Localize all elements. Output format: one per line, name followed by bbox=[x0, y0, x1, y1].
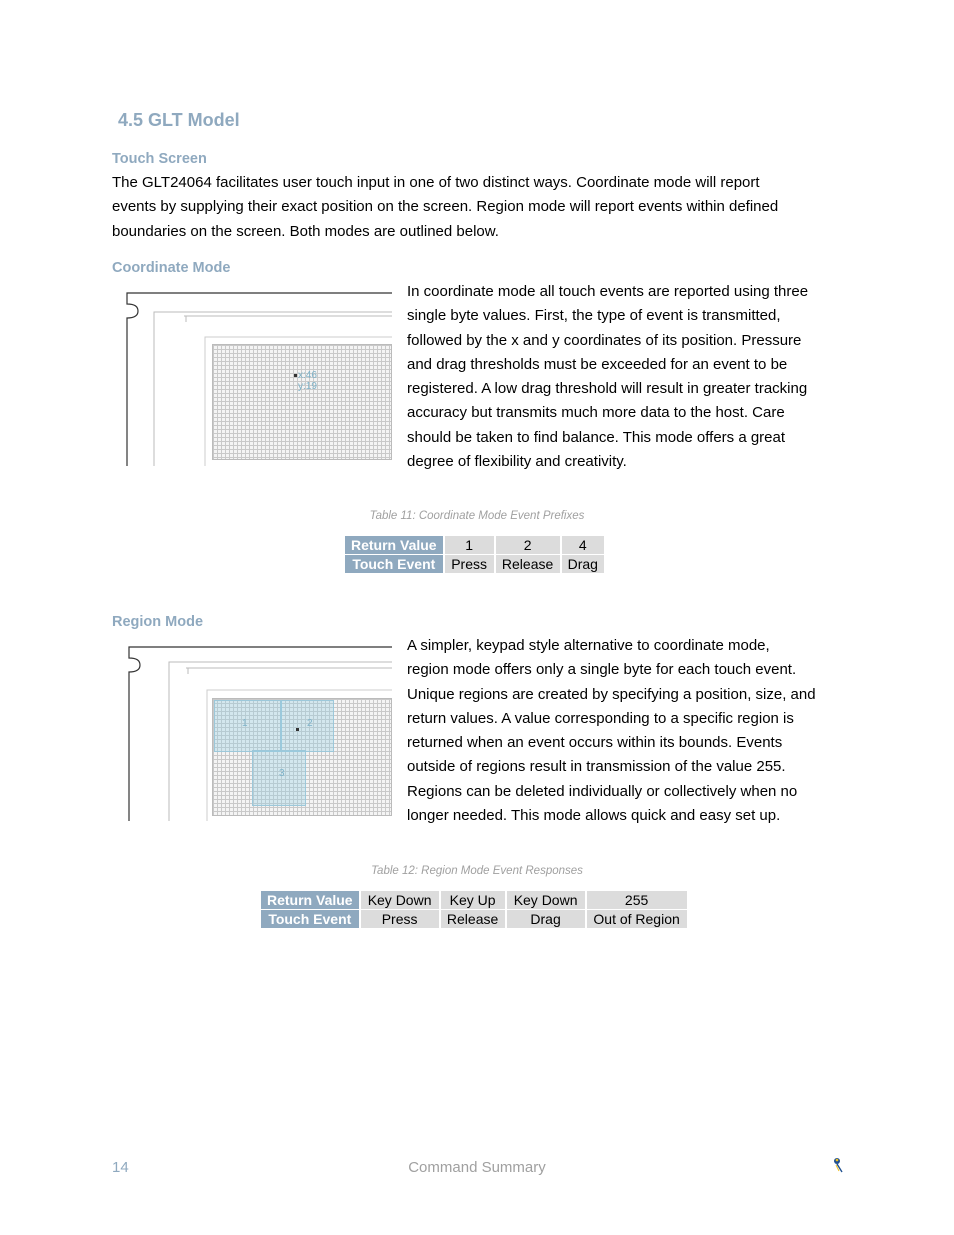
paragraph-line: Regions can be deleted individually or collectively when no bbox=[407, 782, 798, 800]
table-row-header: Return Value bbox=[345, 536, 443, 554]
x-coordinate-label: x:46 bbox=[298, 370, 317, 381]
paragraph-line: boundaries on the screen. Both modes are outlined below. bbox=[112, 222, 499, 240]
table-cell: Drag bbox=[507, 910, 585, 928]
coordinate-mode-paragraph bbox=[407, 280, 847, 474]
paragraph-line: followed by the x and y coordinates of its position. Pressure bbox=[407, 331, 802, 349]
paragraph-line: degree of flexibility and creativity. bbox=[407, 453, 627, 471]
paragraph-line: returned when an event occurs within its bounds. Events bbox=[407, 734, 783, 752]
table-cell: 4 bbox=[562, 536, 604, 554]
paragraph-line: In coordinate mode all touch events are reported using three bbox=[407, 283, 809, 300]
coordinate-mode-heading: Coordinate Mode bbox=[112, 260, 231, 276]
paragraph-line: should be taken to find balance. This mode offers a great bbox=[407, 428, 786, 446]
paragraph-line: single byte values. First, the type of event is transmitted, bbox=[407, 307, 781, 325]
touch-grid bbox=[212, 344, 392, 460]
paragraph-line: registered. A low drag threshold will result in greater tracking bbox=[407, 380, 808, 398]
coordinate-mode-figure bbox=[126, 292, 392, 466]
table-cell: Key Up bbox=[441, 891, 505, 909]
touch-point-marker bbox=[296, 728, 299, 731]
table-cell: Release bbox=[496, 555, 560, 573]
table-row-header: Touch Event bbox=[345, 555, 443, 573]
paragraph-line: The GLT24064 facilitates user touch input in one of two distinct ways. Coordinate mode will report bbox=[112, 174, 760, 191]
touch-point-marker bbox=[294, 374, 297, 377]
region-1-label: 1 bbox=[242, 718, 248, 729]
table-row-header: Return Value bbox=[261, 891, 359, 909]
table-row bbox=[345, 555, 604, 573]
table-cell: Key Down bbox=[361, 891, 439, 909]
table-12-caption: Table 12: Region Mode Event Responses bbox=[371, 865, 583, 877]
paragraph-line: Unique regions are created by specifying a position, size, and bbox=[407, 685, 816, 703]
paragraph-line: region mode offers only a single byte for each touch event. bbox=[407, 661, 797, 679]
paragraph-line: A simpler, keypad style alternative to coordinate mode, bbox=[407, 637, 770, 654]
paragraph-line: accuracy but transmits much more data to the host. Care bbox=[407, 404, 785, 422]
region-mode-paragraph bbox=[407, 634, 847, 828]
section-title: 4.5 GLT Model bbox=[118, 110, 240, 130]
table-row bbox=[345, 536, 604, 554]
region-1 bbox=[214, 700, 282, 752]
table-row bbox=[261, 891, 687, 909]
table-cell: Press bbox=[445, 555, 494, 573]
coordinate-mode-table bbox=[343, 535, 606, 574]
table-row-header: Touch Event bbox=[261, 910, 359, 928]
y-coordinate-label: y:19 bbox=[298, 381, 317, 392]
company-logo-icon bbox=[830, 1156, 844, 1174]
paragraph-line: and drag thresholds must be exceeded for an event to be bbox=[407, 355, 788, 373]
table-row bbox=[261, 910, 687, 928]
table-cell: Out of Region bbox=[587, 910, 687, 928]
table-cell: 255 bbox=[587, 891, 687, 909]
touch-screen-heading: Touch Screen bbox=[112, 151, 207, 167]
table-cell: 2 bbox=[496, 536, 560, 554]
region-mode-heading: Region Mode bbox=[112, 614, 204, 630]
paragraph-line: outside of regions result in transmission of the value 255. bbox=[407, 758, 786, 776]
table-cell: Press bbox=[361, 910, 439, 928]
paragraph-line: events by supplying their exact position on the screen. Region mode will report events within defined bbox=[112, 198, 779, 216]
region-mode-figure bbox=[128, 646, 392, 821]
region-3-label: 3 bbox=[279, 768, 285, 779]
table-cell: Drag bbox=[562, 555, 604, 573]
table-cell: 1 bbox=[445, 536, 494, 554]
table-cell: Key Down bbox=[507, 891, 585, 909]
paragraph-line: longer needed. This mode allows quick and easy set up. bbox=[407, 807, 781, 825]
touch-screen-paragraph bbox=[112, 171, 872, 244]
page-number: 14 bbox=[112, 1159, 129, 1176]
table-11-caption: Table 11: Coordinate Mode Event Prefixes bbox=[369, 510, 585, 522]
region-2-label: 2 bbox=[307, 718, 313, 729]
footer-title: Command Summary bbox=[408, 1159, 546, 1176]
region-mode-table bbox=[259, 890, 689, 929]
table-cell: Release bbox=[441, 910, 505, 928]
paragraph-line: return values. A value corresponding to a specific region is bbox=[407, 709, 794, 727]
